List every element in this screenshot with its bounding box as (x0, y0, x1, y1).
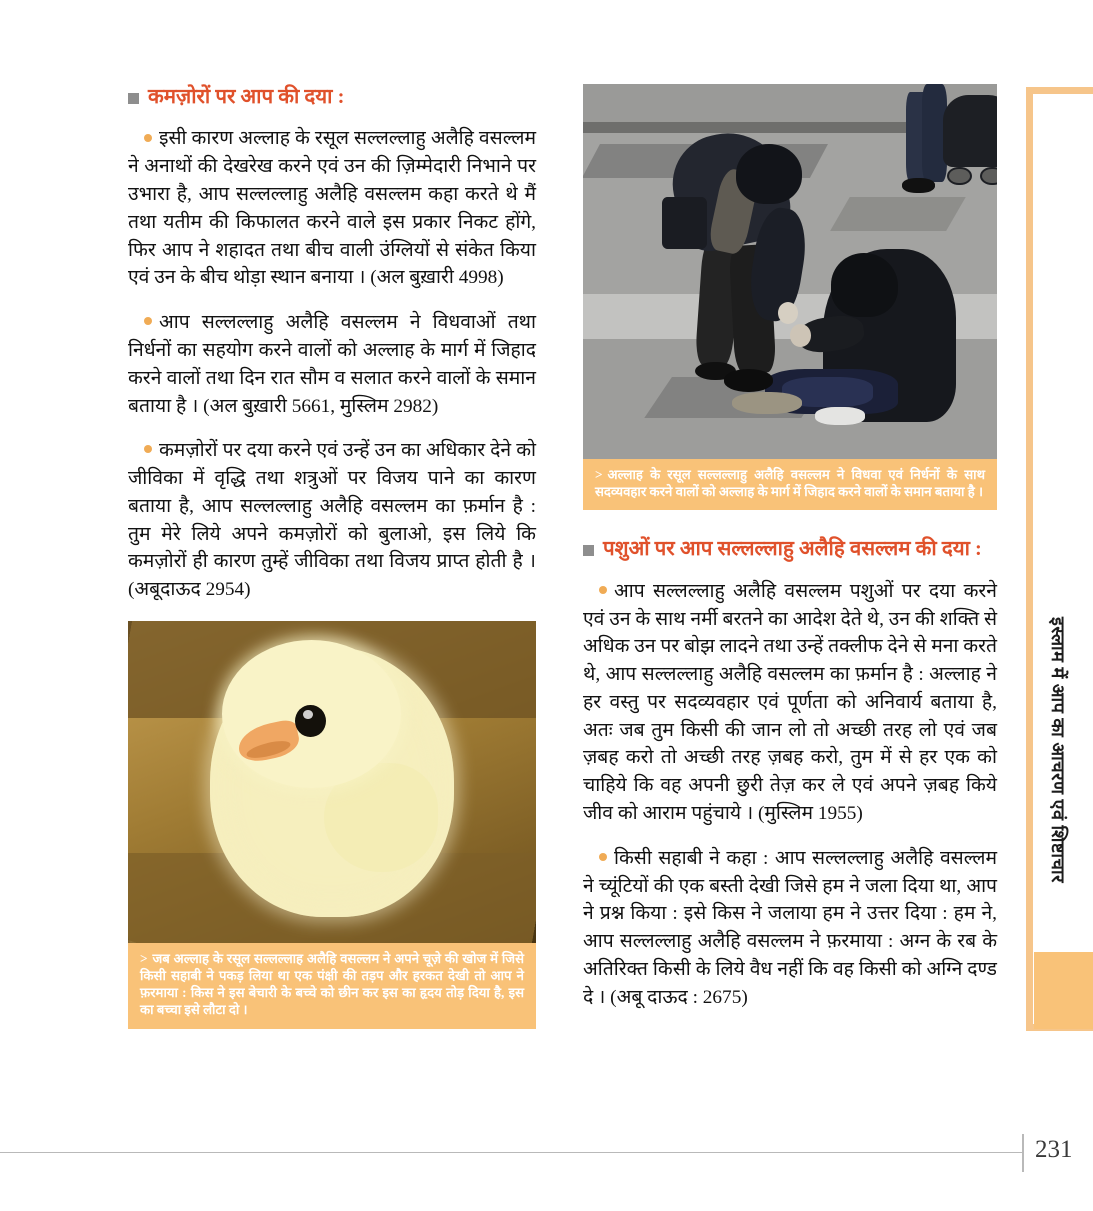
left-paragraph-2 (128, 309, 536, 420)
shoulder-bag (662, 197, 708, 250)
chick-caption-text: जब अल्लाह के रसूल सल्लल्लाह अलैहि वसल्लम ने अपने चूज़े की खोज में जिसे किसी सहाबी ने पकड़ लिया था एक पंक्षी की तड़प और हरकत देखी तो आप ने फ़रमाया : किस ने इस बेचारी के बच्चे को छीन कर इस का हृदय तोड़ दिया है, इस का बच्चा इसे लौटा दो । (140, 950, 524, 1018)
stroller-wheel-right (980, 167, 997, 186)
standing-man-head (736, 144, 802, 204)
right-paragraph-1 (583, 578, 997, 828)
chick-photo (128, 621, 536, 943)
right-heading-text: पशुओं पर आप सल्लल्लाहु अलैहि वसल्लम की दया : (603, 538, 982, 561)
stroller-wheel-left (947, 167, 972, 186)
right-paragraph-2-text: किसी सहाबी ने कहा : आप सल्लल्लाहु अलैहि वसल्लम ने च्यूंटियों की एक बस्ती देखी जिसे हम ने जला दिया था, आप ने प्रश्न किया : इसे किस ने जलाया हम ने उत्तर दिया : हम ने, आप सल्लल्लाहु अलैहि वसल्लम ने फ़रमाया : अग्न के रब के अतिरिक्त किसी के लिये वैध नहीं कि वह किसी को अग्नि दण्ड दे । (अबू दाऊद : 2675) (583, 847, 997, 1008)
street-figure (583, 84, 997, 510)
left-paragraph-3 (128, 437, 536, 604)
footer-rule (0, 1152, 1023, 1153)
right-paragraph-2 (583, 845, 997, 1012)
ground-cloth (732, 392, 802, 415)
stroller (943, 95, 997, 166)
cast-shadow-right (830, 197, 965, 231)
chick-figure (128, 621, 536, 1029)
side-frame-decoration (1026, 87, 1093, 1031)
standing-man-shoe-right (724, 369, 774, 392)
left-heading-text: कमज़ोरों पर आप की दया : (148, 86, 345, 108)
side-tab-block (1034, 952, 1093, 1029)
left-paragraph-3-text: कमज़ोरों पर दया करने एवं उन्हें उन का अधिकार देने को जीविका में वृद्धि तथा शत्रुओं पर विजय पाने का कारण बताया है, आप सल्लल्लाहु अलैहि वसल्लम का फ़र्मान है : तुम मेरे लिये अपने कमज़ोरों को बुलाओ, इस लिये कि कमज़ोरों ही कारण तुम्हें जीविका तथा विजय प्राप्त होती है । (अबूदाऊद 2954) (128, 440, 536, 601)
bullet-dot-icon (144, 317, 152, 325)
seated-person-head (831, 253, 897, 317)
street-caption (583, 459, 997, 510)
passerby-shoe (902, 178, 935, 193)
caption-arrow-icon: > (140, 950, 148, 966)
right-column (583, 84, 997, 1012)
street-caption-text: अल्लाह के रसूल सल्लल्लाहु अलैहि वसल्लम ने विधवा एवं निर्धनों के साथ सदव्यवहार करने वालों को अल्लाह के मार्ग में जिहाद करने वालों के समान बताया है । (595, 467, 985, 500)
bullet-dot-icon (599, 586, 607, 594)
footer-tick-mark (1022, 1134, 1024, 1172)
street-photo (583, 84, 997, 459)
seated-person-hand (790, 324, 811, 347)
caption-arrow-icon: > (595, 467, 603, 482)
bullet-dot-icon (144, 445, 152, 453)
bullet-dot-icon (599, 853, 607, 861)
left-paragraph-2-text: आप सल्लल्लाहु अलैहि वसल्लम ने विधवाओं तथा निर्धनों का सहयोग करने वालों को अल्लाह के मार्ग में जिहाद करने वालों तथा दिन रात सौम व सलात करने वालों के समान बताया है । (अल बुख़ारी 5661, मुस्लिम 2982) (128, 312, 536, 417)
left-paragraph-1 (128, 125, 536, 292)
chick-eye (295, 705, 326, 737)
square-bullet-icon (583, 545, 594, 556)
running-title-text: इस्लाम में आप का आचरण एवं शिष्टाचार (1048, 616, 1069, 884)
bullet-dot-icon (144, 134, 152, 142)
chick-caption (128, 943, 536, 1029)
square-bullet-icon (128, 93, 139, 104)
left-column (128, 84, 536, 1029)
right-paragraph-1-text: आप सल्लल्लाहु अलैहि वसल्लम पशुओं पर दया करने एवं उन के साथ नर्मी बरतने का आदेश देते थे, उन की शक्ति से अधिक उन पर बोझ लादने तथा उन्हें तक्लीफ देने से मना करते थे, आप सल्लल्लाहु अलैहि वसल्लम का फ़र्मान है : अल्लाह ने हर वस्तु पर सदव्यवहार एवं पूर्णता को अनिवार्य बताया है, अतः जब तुम किसी की जान लो तो अच्छी तरह लो एवं जब ज़बह करो तो अच्छी तरह ज़बह करो, तुम में से हर एक को चाहिये कि वह अपनी छुरी तेज़ कर ले एवं अपने ज़बह किये जीव को आराम पहुंचाये । (मुस्लिम 1955) (583, 580, 997, 825)
ground-white-cloth (815, 407, 865, 426)
left-section-heading (128, 84, 536, 111)
standing-man-hand (778, 302, 799, 325)
right-section-heading (583, 536, 997, 563)
left-paragraph-1-text: इसी कारण अल्लाह के रसूल सल्लल्लाहु अलैहि वसल्लम ने अनाथों की देखरेख करने एवं उन की ज़िम्मेदारी निभाने पर उभारा है, आप सल्लल्लाहु अलैहि वसल्लम कहा करते थे मैं तथा यतीम की किफालत करने वाले इस प्रकार निकट होंगे, फिर आप ने शहादत तथा बीच वाली उंग्लियों से संकेत किया एवं उन के बीच थोड़ा स्थान बनाया । (अल बुख़ारी 4998) (128, 128, 536, 289)
page-number: 231 (1035, 1136, 1073, 1163)
